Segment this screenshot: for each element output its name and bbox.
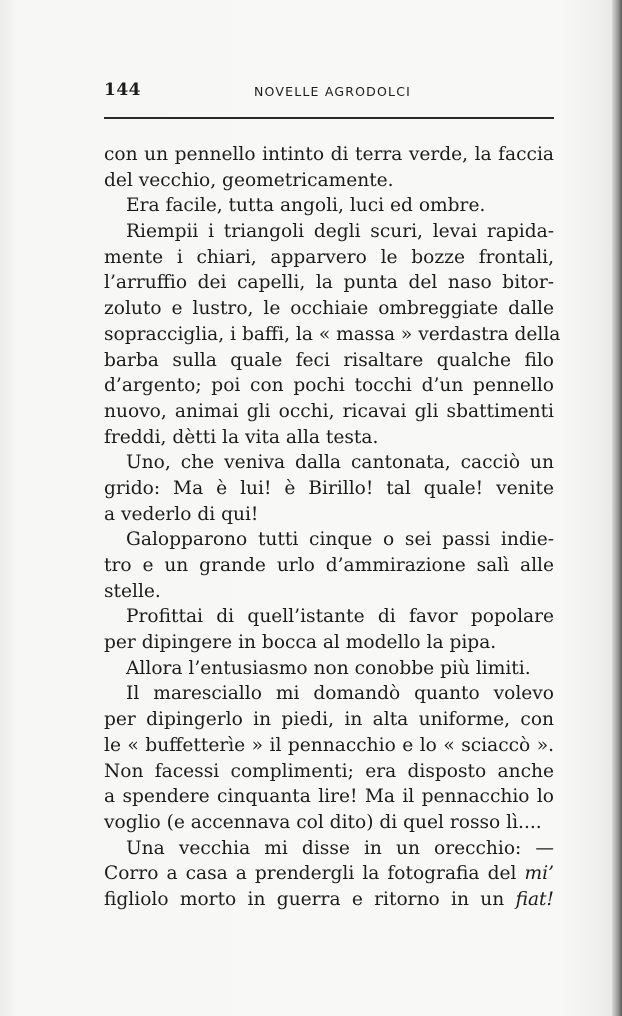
text-line-content: stelle. (104, 580, 161, 602)
text-line (104, 553, 554, 579)
text-line (104, 861, 554, 887)
text-line-content: per dipingerlo in piedi, in alta uniforme, con (104, 709, 554, 731)
text-line-content: per dipingere in bocca al modello la pipa. (104, 632, 497, 654)
text-line-content: Galopparono tutti cinque o sei passi indie- (126, 529, 554, 551)
text-line (104, 836, 554, 862)
text-line-content: freddi, dètti la vita alla testa. (104, 426, 379, 448)
text-line (104, 784, 554, 810)
text-line (104, 733, 554, 759)
text-line-content: Una vecchia mi disse in un orecchio: — (126, 837, 554, 859)
text-line (104, 656, 554, 682)
text-line-content: del vecchio, geometricamente. (104, 169, 394, 191)
text-line-content: tro e un grande urlo d’ammirazione salì alle (104, 555, 554, 576)
text-line-content: Corro a casa a prendergli la fotografia del (104, 863, 517, 885)
text-line-content: a spendere cinquanta lire! Ma il pennacchio lo (104, 786, 554, 808)
text-line (104, 270, 554, 296)
text-line-content: voglio (e accennava col dito) di quel rosso lì.... (104, 811, 542, 833)
italic-word: mi’ (524, 863, 554, 885)
text-line (104, 681, 554, 707)
text-line (104, 630, 554, 656)
text-line-content: le « buffetterìe » il pennacchio e lo « sciaccò ». (104, 734, 554, 756)
text-line-content: nuovo, animai gli occhi, ricavai gli sbattimenti (104, 400, 554, 422)
text-line (104, 810, 554, 836)
text-line (104, 476, 554, 502)
text-line-content: mente i chiari, apparvero le bozze frontali, (104, 246, 554, 268)
text-line-content: barba sulla quale feci risaltare qualche filo (104, 349, 554, 371)
text-line (104, 142, 554, 168)
page-number: 144 (104, 80, 141, 100)
text-line (104, 604, 554, 630)
body-text (104, 142, 561, 913)
text-line (104, 425, 554, 451)
text-line-content: Riempii i triangoli degli scuri, levai rapida- (126, 221, 554, 243)
text-line-content: zoluto e lustro, le occhiaie ombreggiate dalle (104, 298, 554, 320)
text-line-content: Il maresciallo mi domandò quanto volevo (126, 683, 554, 705)
text-line-content: d’argento; poi con pochi tocchi d’un pennello (104, 375, 554, 397)
text-line (104, 245, 554, 271)
page-edge-shadow (612, 0, 622, 1016)
text-line (104, 348, 554, 374)
text-line (104, 193, 554, 219)
text-line (104, 168, 554, 194)
text-line-content: grido: Ma è lui! è Birillo! tal quale! venite (104, 477, 554, 499)
running-head (104, 80, 552, 104)
text-line-content: Non facessi complimenti; era disposto anche (104, 760, 554, 782)
text-line-content: Allora l’entusiasmo non conobbe più limiti. (126, 657, 531, 679)
text-line-content: Uno, che veniva dalla cantonata, cacciò un (126, 452, 554, 474)
text-line (104, 399, 554, 425)
text-line (104, 219, 554, 245)
text-line (104, 322, 561, 348)
text-line (104, 373, 554, 399)
text-line-content: Era facile, tutta angoli, luci ed ombre. (126, 195, 486, 217)
text-line-content: con un pennello intinto di terra verde, la faccia (104, 144, 554, 165)
text-line-content: Profittai di quell’istante di favor popolare (126, 606, 554, 628)
text-line-content: sopracciglia, i baffi, la « massa » verdastra della (104, 323, 561, 345)
text-line (104, 502, 554, 528)
text-line (104, 579, 554, 605)
text-line-content: l’arruffio dei capelli, la punta del naso bitor- (104, 272, 554, 294)
text-line (104, 707, 554, 733)
text-line (104, 450, 554, 476)
running-title: NOVELLE AGRODOLCI (254, 84, 412, 99)
italic-word: fiat! (515, 888, 554, 910)
text-line-content: a vederlo di qui! (104, 503, 259, 525)
text-line (104, 759, 554, 785)
text-line (104, 887, 554, 913)
text-line-content: figliolo morto in guerra e ritorno in un (104, 888, 505, 910)
text-line (104, 296, 554, 322)
header-rule (104, 117, 554, 119)
text-line (104, 527, 554, 553)
